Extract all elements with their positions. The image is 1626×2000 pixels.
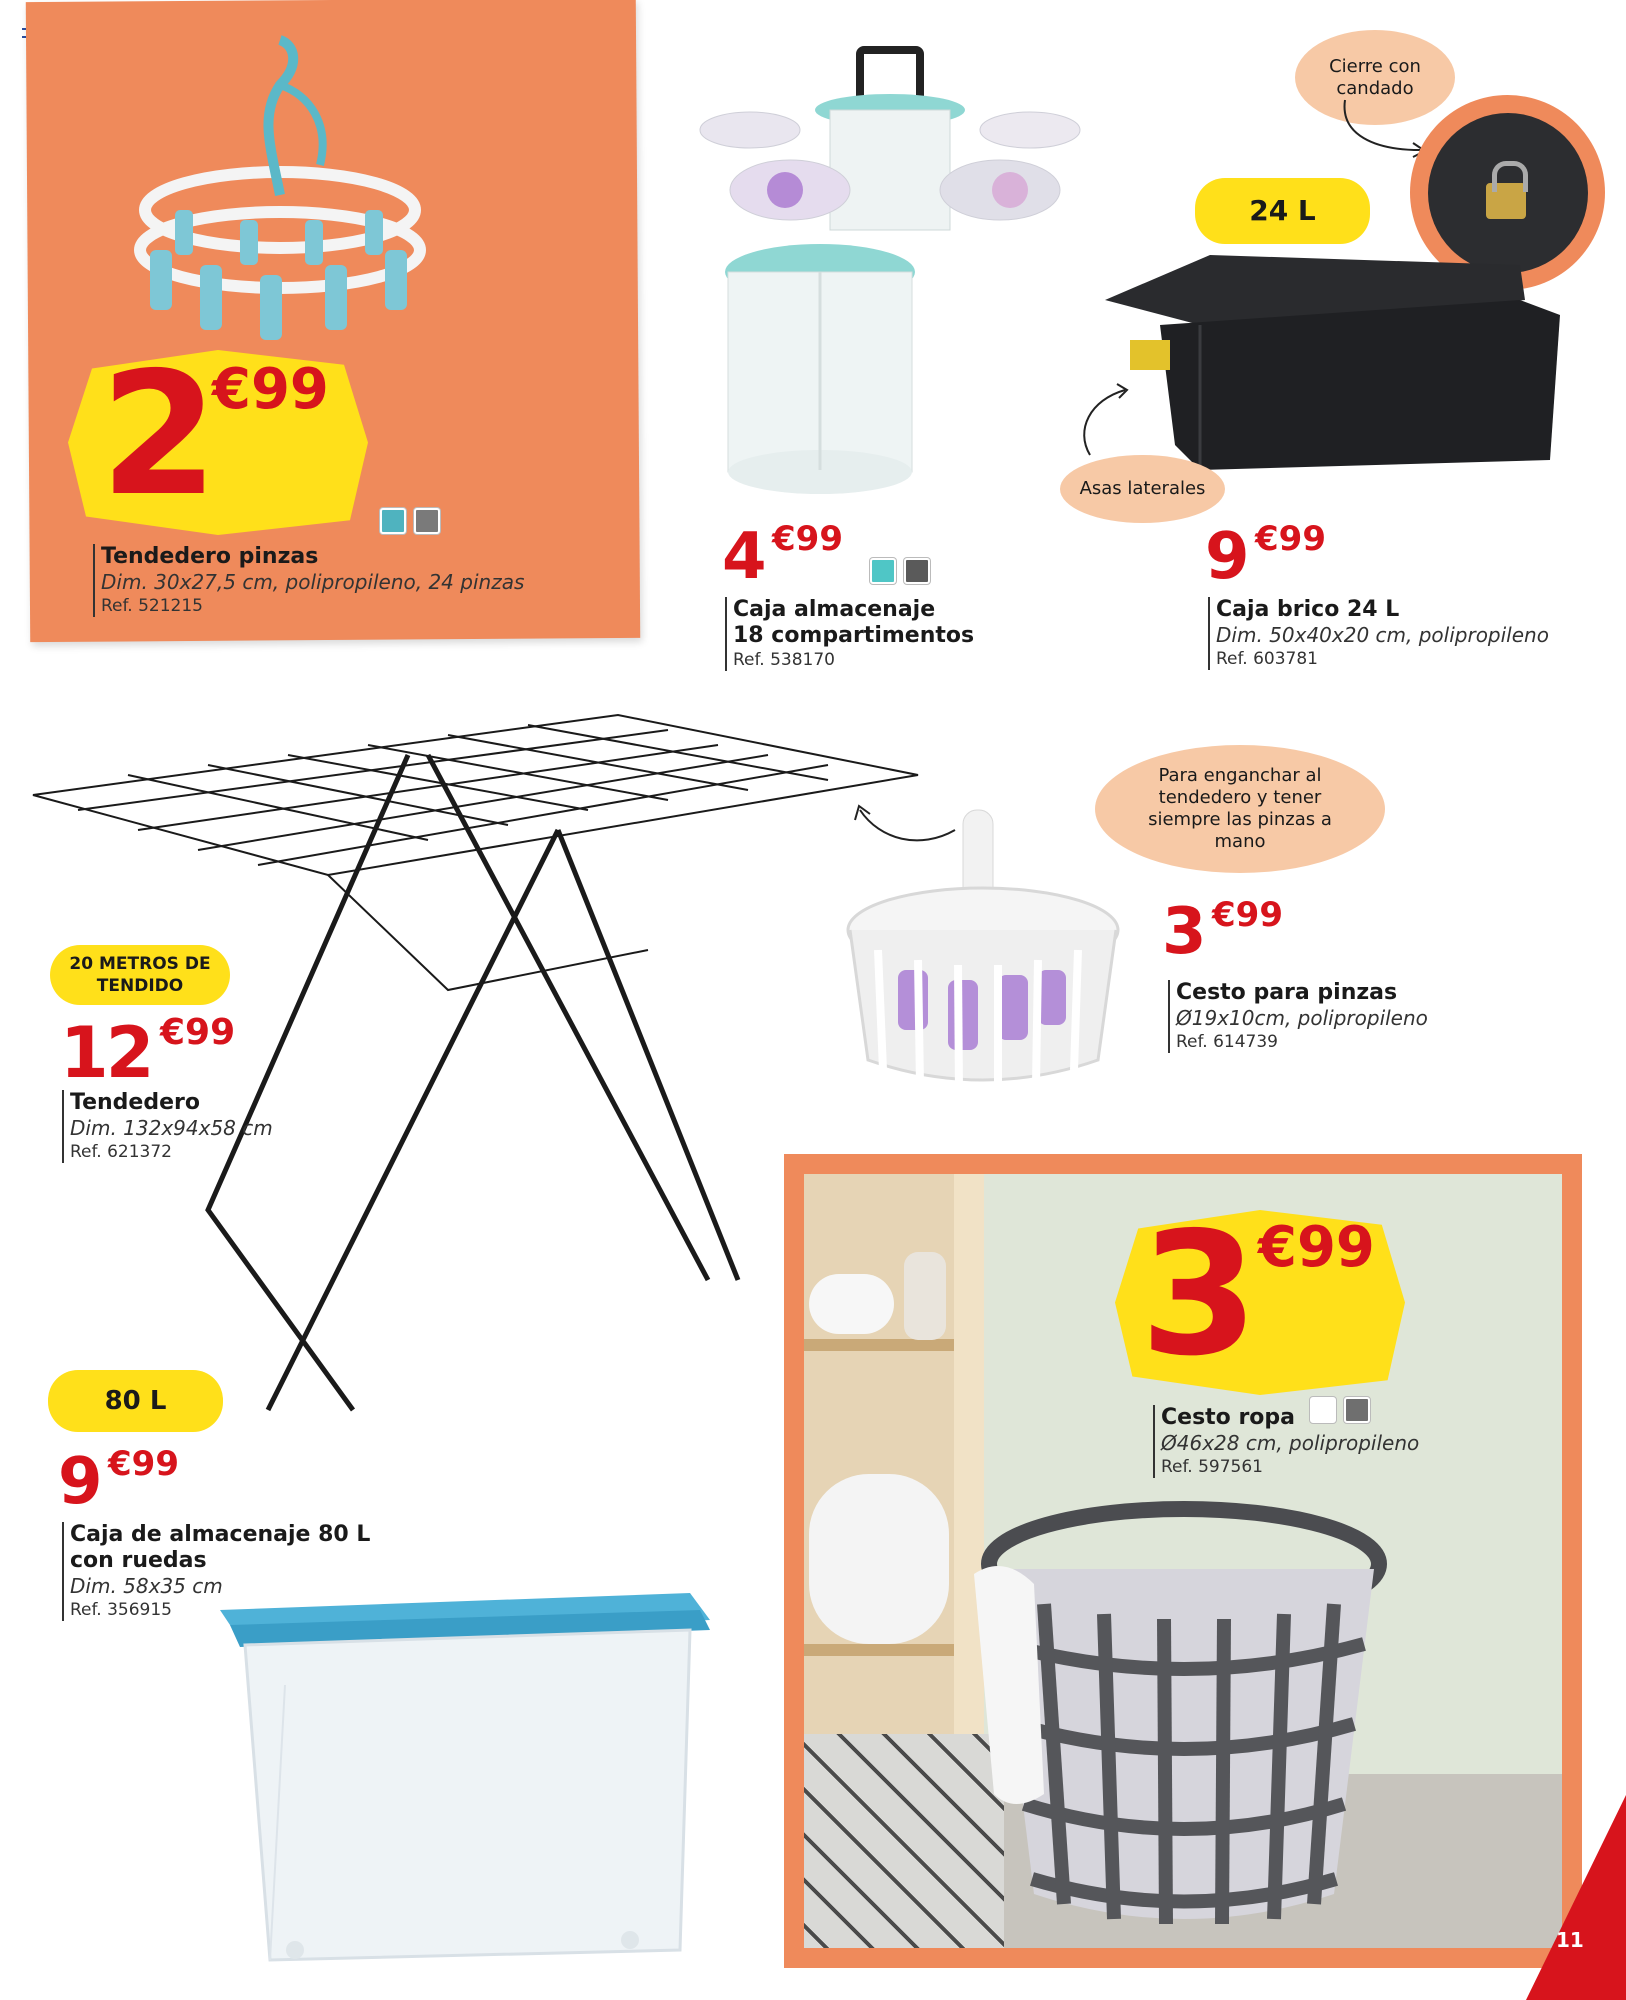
product-dimensions: Ø19x10cm, polipropileno bbox=[1176, 1006, 1428, 1030]
product-dimensions: Ø46x28 cm, polipropileno bbox=[1161, 1431, 1420, 1455]
product-dimensions: Dim. 50x40x20 cm, polipropileno bbox=[1216, 623, 1549, 647]
product-dimensions: Dim. 132x94x58 cm bbox=[70, 1116, 273, 1140]
product-name: Caja brico 24 L bbox=[1216, 597, 1400, 622]
length-badge: 20 METROS DE TENDIDO bbox=[50, 945, 230, 1005]
product-dimensions: Dim. 58x35 cm bbox=[70, 1574, 223, 1598]
color-swatches bbox=[380, 508, 448, 538]
price-decimal: €99 bbox=[1255, 519, 1326, 559]
swatch-teal[interactable] bbox=[380, 508, 406, 534]
product-name-line1: Caja de almacenaje 80 L bbox=[70, 1522, 371, 1547]
swatch-teal[interactable] bbox=[870, 558, 896, 584]
price-decimal: €99 bbox=[772, 519, 843, 559]
clothes-peg-hanger-image bbox=[130, 25, 430, 355]
product-info-tendedero-pinzas bbox=[93, 544, 524, 617]
swatch-grey[interactable] bbox=[1344, 1397, 1370, 1423]
feature-bubble-hook: Para enganchar al tendedero y tener siempre las pinzas a mano bbox=[1095, 745, 1385, 873]
price-decimal: €99 bbox=[1258, 1215, 1375, 1280]
product-ref: Ref. 538170 bbox=[733, 650, 835, 670]
price-decimal: €99 bbox=[160, 1012, 236, 1053]
product-name: Cesto para pinzas bbox=[1176, 980, 1398, 1005]
black-storage-box-image bbox=[1100, 245, 1570, 485]
feature-bubble-lock: Cierre con candado bbox=[1295, 30, 1455, 125]
product-name: Tendedero pinzas bbox=[101, 544, 319, 569]
peg-basket-image bbox=[838, 800, 1128, 1100]
capacity-badge: 24 L bbox=[1195, 178, 1370, 244]
color-swatches bbox=[870, 558, 938, 588]
price-integer: 3 bbox=[1140, 1196, 1259, 1394]
feature-bubble-handles: Asas laterales bbox=[1060, 455, 1225, 523]
price-integer: 2 bbox=[100, 336, 219, 534]
price-decimal: €99 bbox=[212, 357, 329, 422]
product-ref: Ref. 621372 bbox=[70, 1142, 172, 1162]
product-name-line1: Caja almacenaje bbox=[733, 597, 936, 622]
capacity-badge: 80 L bbox=[48, 1370, 223, 1432]
price-integer: 12 bbox=[60, 1012, 152, 1094]
product-dimensions: Dim. 30x27,5 cm, polipropileno, 24 pinzas bbox=[101, 570, 525, 594]
swatch-white[interactable] bbox=[1310, 1397, 1336, 1423]
product-ref: Ref. 597561 bbox=[1161, 1457, 1263, 1477]
storage-organizer-image bbox=[690, 40, 1110, 500]
color-swatches bbox=[1310, 1397, 1378, 1427]
product-info-cesto-pinzas bbox=[1168, 980, 1428, 1053]
price-integer: 3 bbox=[1162, 895, 1207, 969]
price-decimal: €99 bbox=[108, 1444, 179, 1484]
product-info-tendedero bbox=[62, 1090, 273, 1163]
price-integer: 9 bbox=[1205, 520, 1250, 594]
product-info-caja-almacenaje bbox=[725, 597, 974, 671]
price-integer: 4 bbox=[722, 520, 767, 594]
product-name-line2: 18 compartimentos bbox=[733, 623, 975, 648]
product-ref: Ref. 603781 bbox=[1216, 649, 1318, 669]
product-name-line2: con ruedas bbox=[70, 1548, 207, 1573]
swatch-grey[interactable] bbox=[414, 508, 440, 534]
product-ref: Ref. 521215 bbox=[101, 596, 203, 616]
swatch-dark-grey[interactable] bbox=[904, 558, 930, 584]
price-decimal: €99 bbox=[1212, 895, 1283, 935]
product-ref: Ref. 614739 bbox=[1176, 1032, 1278, 1052]
product-ref: Ref. 356915 bbox=[70, 1600, 172, 1620]
arrow-icon bbox=[1075, 380, 1135, 460]
product-info-cesto-ropa bbox=[1153, 1405, 1419, 1478]
product-name: Tendedero bbox=[70, 1090, 200, 1115]
product-name: Cesto ropa bbox=[1161, 1405, 1296, 1430]
price-integer: 9 bbox=[58, 1445, 103, 1519]
page-number: 11 bbox=[1556, 1928, 1584, 1952]
product-info-caja-brico bbox=[1208, 597, 1549, 670]
clear-storage-box-image bbox=[210, 1585, 720, 1975]
